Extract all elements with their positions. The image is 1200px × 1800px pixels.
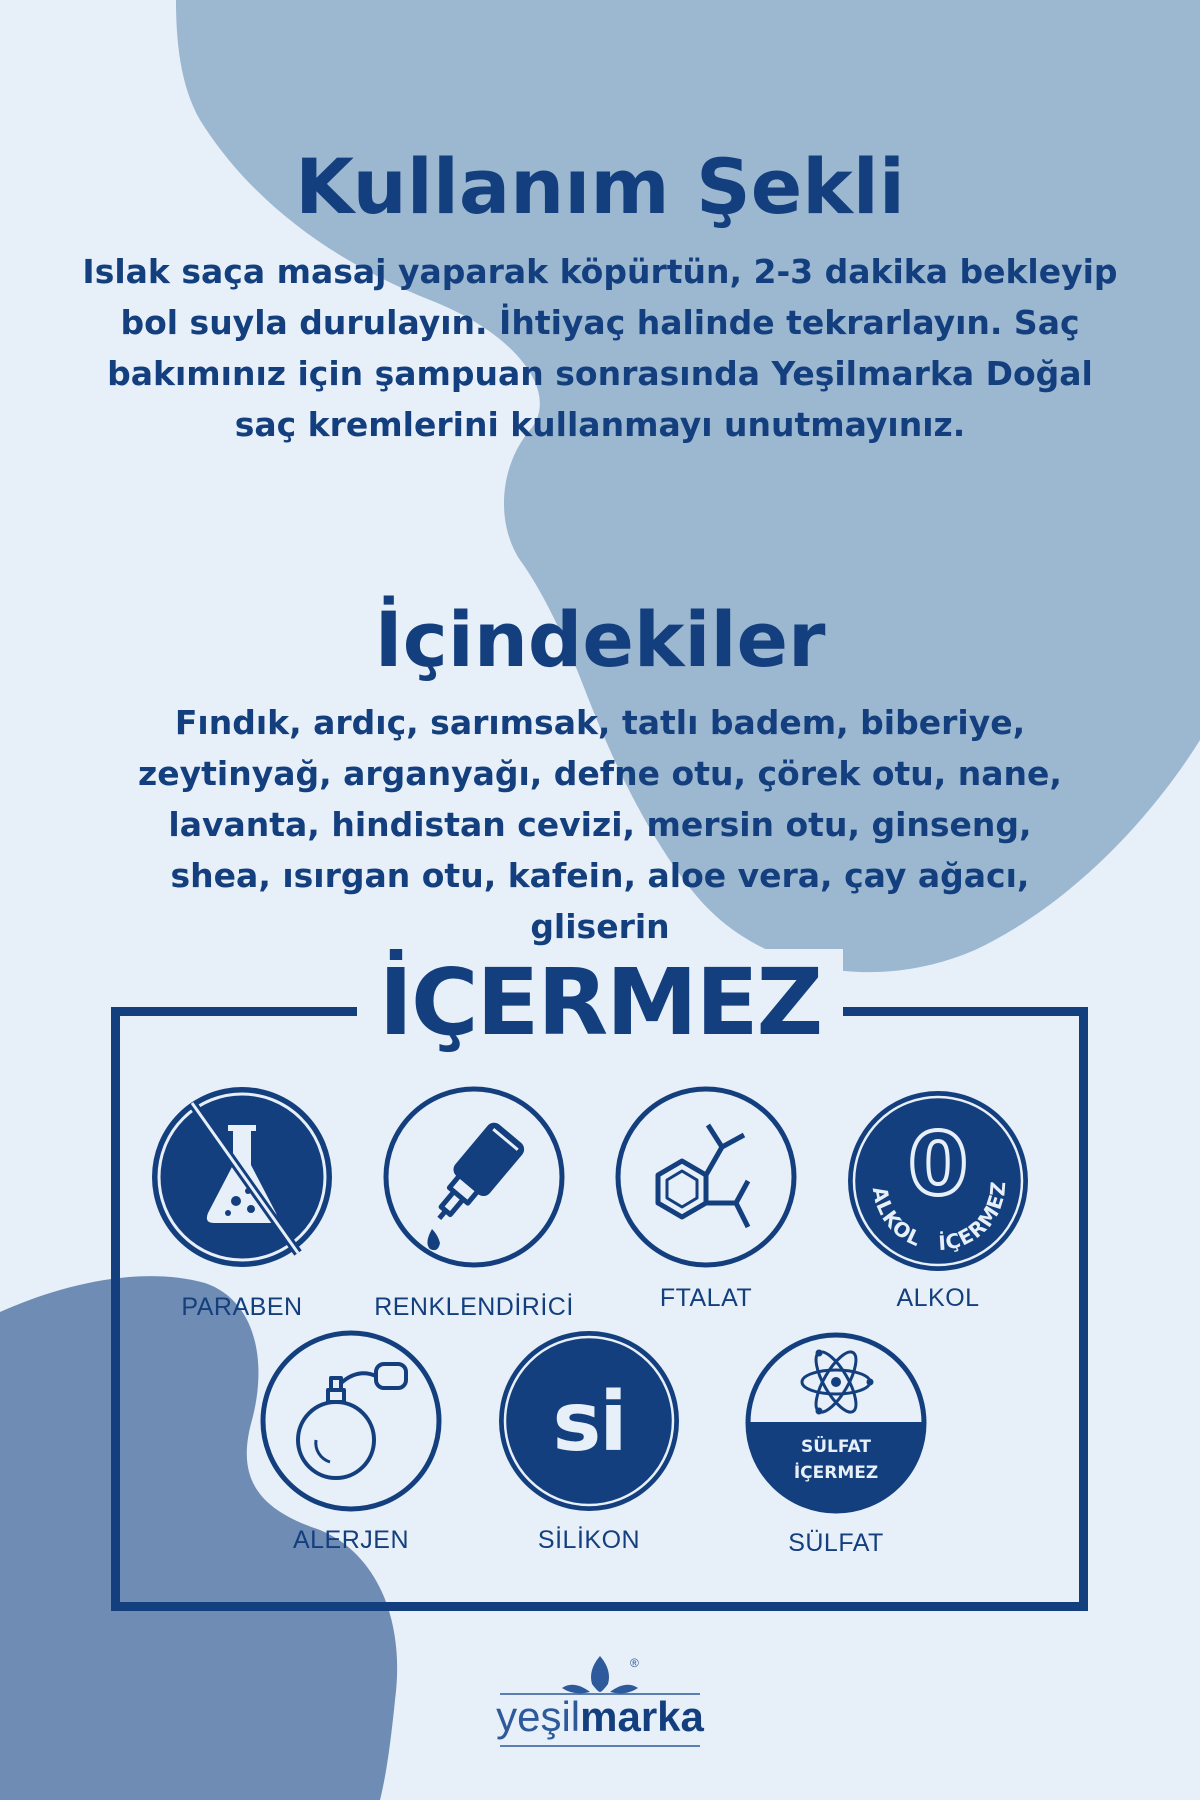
free-from-title-text: İÇERMEZ [357,949,844,1056]
flask-crossed-icon [148,1083,336,1271]
badge-label: SİLİKON [537,1526,641,1554]
badge-silicone [496,1328,682,1514]
usage-line: bakımınız için şampuan sonrasında Yeşilmarka Doğal [107,354,1093,393]
ingredients-line: Fındık, ardıç, sarımsak, tatlı badem, biberiye, [174,703,1026,742]
dropper-bottle-icon [380,1083,568,1271]
benzene-molecule-icon [612,1083,800,1271]
badge-phthalate [612,1083,800,1271]
atom-sulfate-icon [743,1330,929,1516]
ingredients-title: İçindekiler [374,595,826,684]
si-text: si [552,1375,626,1470]
ingredients-line: lavanta, hindistan cevizi, mersin otu, ginseng, [168,805,1032,844]
badge-allergen [258,1328,444,1514]
zero-text: 0 [908,1115,968,1215]
badge-colorant [380,1083,568,1271]
zero-alcohol-icon [845,1088,1031,1274]
arc-right-text: İÇERMEZ [937,1179,1011,1256]
free-from-title [0,948,1200,1058]
usage-line: bol suyla durulayın. İhtiyaç halinde tekrarlayın. Saç [120,303,1080,342]
arc-left-text: ALKOL [867,1184,926,1252]
usage-line: Islak saça masaj yaparak köpürtün, 2-3 dakika bekleyip [82,252,1118,291]
logo-light-text: yeşil [496,1693,581,1740]
usage-title: Kullanım Şekli [295,142,905,231]
badge-label: SÜLFAT [788,1529,884,1557]
badge-label: RENKLENDİRİCİ [374,1293,574,1321]
brand-logo-text [490,1692,710,1742]
usage-text [80,246,1120,450]
badge-label: ALERJEN [292,1526,410,1554]
usage-line: saç kremlerini kullanmayı unutmayınız. [234,405,966,444]
badge-label: PARABEN [181,1293,303,1321]
badge-paraben [148,1083,336,1271]
ingredients-line: zeytinyağ, arganyağı, defne otu, çörek otu, nane, [138,754,1062,793]
brand-logo [490,1652,710,1752]
perfume-bottle-icon [258,1328,444,1514]
ingredients-line: gliserin [530,907,670,946]
ingredients-text [80,697,1120,952]
silicone-si-icon [496,1328,682,1514]
badge-alcohol [845,1088,1031,1274]
badge-label: FTALAT [659,1284,753,1312]
badge-sulfate [743,1330,929,1516]
badge-label: ALKOL [896,1284,980,1312]
sulfate-text-1: SÜLFAT [801,1437,871,1457]
registered-mark: ® [630,1656,639,1670]
ingredients-line: shea, ısırgan otu, kafein, aloe vera, çay ağacı, [170,856,1030,895]
sulfate-text-2: İÇERMEZ [793,1463,879,1483]
logo-bold-text: marka [580,1693,704,1740]
